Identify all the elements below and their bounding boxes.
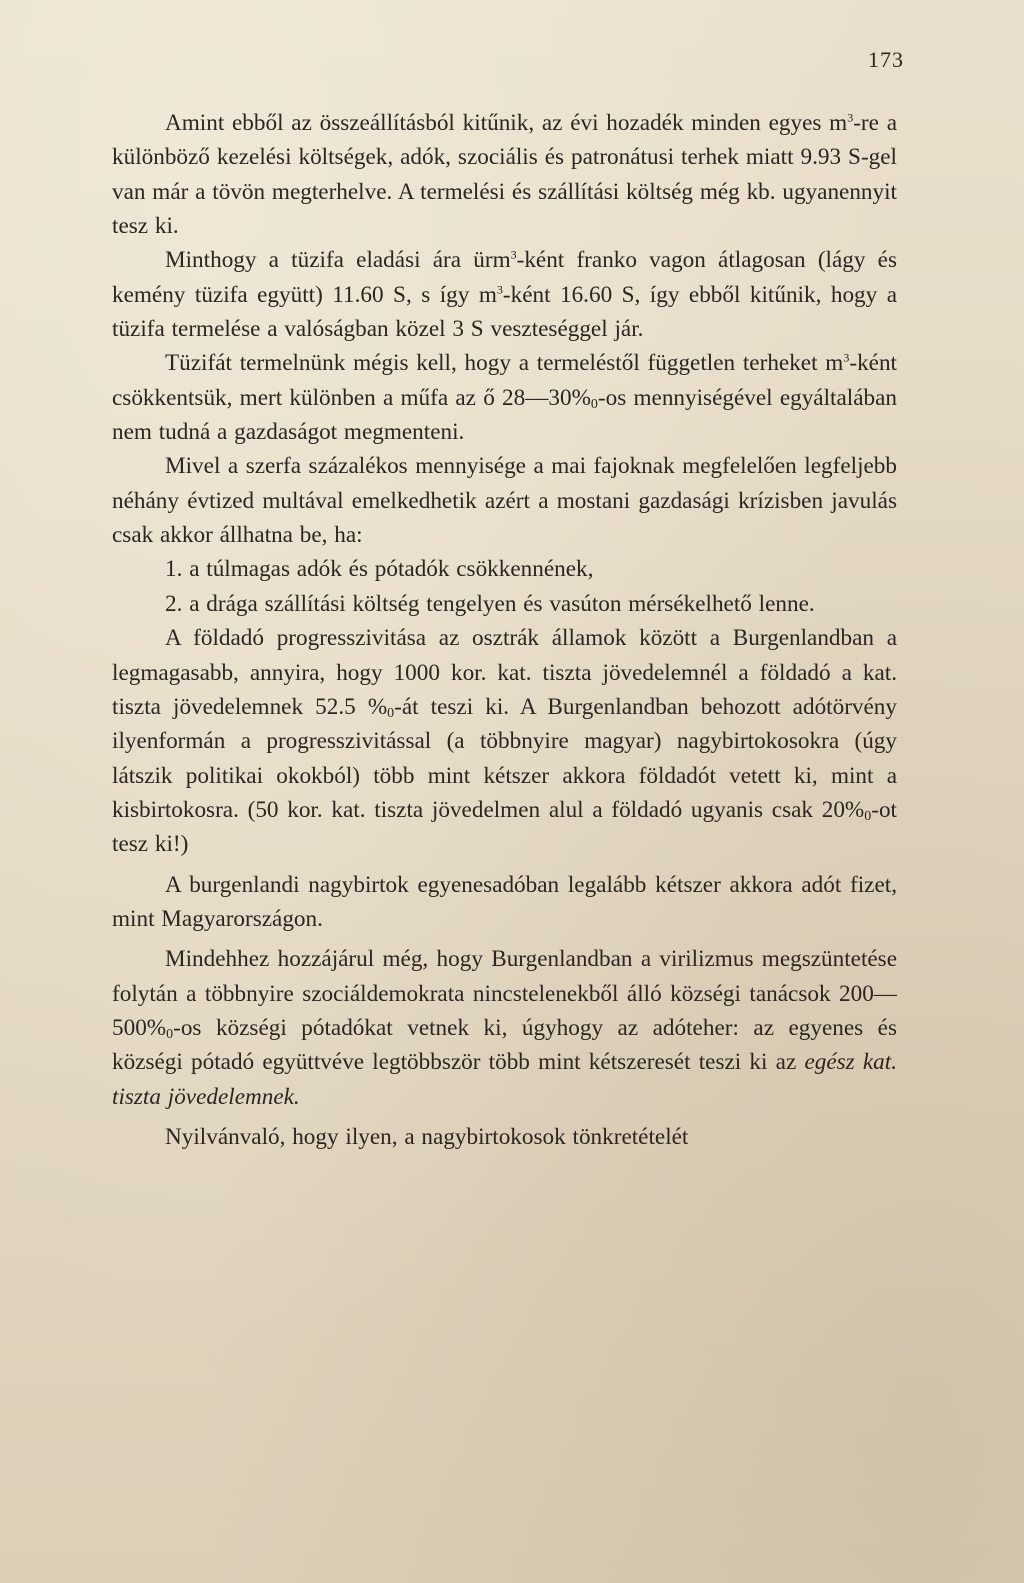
text-segment: -re a különböző kezelési költségek, adók, szociális és patronátusi terhek miatt 9.93 S-gel van már a tövön megterhelve. A termelési és szállítási költség még kb. ugyanennyit tesz ki. — [112, 110, 897, 240]
superscript: 3 — [847, 110, 854, 125]
subscript: 0 — [590, 396, 598, 412]
superscript: 3 — [510, 247, 517, 262]
text-segment: -ként 16.60 S, így ebből kitűnik, hogy a tüzifa termelése a valóságban közel 3 S veszteséggel jár. — [112, 281, 897, 343]
paragraph-4 — [112, 449, 897, 552]
paragraph-7 — [112, 621, 897, 861]
paragraph-3 — [112, 346, 897, 449]
text-segment: Amint ebből az összeállításból kitűnik, az évi hozadék minden egyes m — [165, 110, 848, 136]
text-segment: -ként franko vagon átlagosan (lágy és kemény tüzifa együtt) 11.60 S, s így m — [112, 247, 897, 308]
text-segment: 1. a túlmagas adók és pótadók csökkennének, — [165, 556, 594, 583]
paragraph-1 — [112, 106, 897, 243]
page-number: 173 — [868, 47, 904, 72]
text-segment: -os községi pótadókat vetnek ki, úgyhogy az adóteher: az egyenes és községi pótadó együttvéve legtöbbször több mint kétszeresét teszi ki az — [112, 1014, 897, 1076]
text-segment: A burgenlandi nagybirtok egyenesadóban legalább kétszer akkora adót fizet, mint Magyarországon. — [112, 871, 897, 932]
text-segment: egész kat. tiszta jövedelemnek. — [112, 1049, 897, 1110]
text-segment: -os mennyiségével egyáltalában nem tudná a gazdaságot megmenteni. — [112, 384, 897, 446]
superscript: 3 — [843, 350, 850, 365]
superscript: 3 — [496, 281, 503, 296]
subscript: 0 — [864, 808, 872, 824]
text-segment: Minthogy a tüzifa eladási ára ürm — [165, 247, 511, 274]
paragraph-10 — [112, 1120, 897, 1154]
subscript: 0 — [387, 705, 395, 721]
paragraph-8 — [112, 868, 897, 937]
paragraph-2 — [112, 243, 897, 346]
text-segment: 2. a drága szállítási költség tengelyen és vasúton mérsékelhető lenne. — [165, 590, 815, 617]
paragraph-6 — [112, 587, 897, 621]
subscript: 0 — [166, 1026, 174, 1042]
paragraph-5 — [112, 552, 897, 586]
text-segment: Mivel a szerfa százalékos mennyisége a mai fajoknak megfelelően legfeljebb néhány évtized multával emelkedhetik azért a mostani gazdasági krízisben javulás csak akkor állhatna be, ha: — [112, 453, 897, 549]
text-segment: Nyilvánvaló, hogy ilyen, a nagybirtokosok tönkretételét — [165, 1123, 689, 1150]
text-segment: -át teszi ki. A Burgenlandban behozott adótörvény ilyenformán a progresszivitással (a többnyire magyar) nagybirtokosokra (úgy látszik politikai okokból) több mint kétszer akkora földadót vetett ki, mint a kisbirtokosra. (50 kor. kat. tiszta jövedelmen alul a földadó ugyanis csak 20% — [112, 693, 897, 823]
text-segment: -ot tesz ki!) — [112, 796, 897, 858]
text-segment: Tüzifát termelnünk mégis kell, hogy a termeléstől független terheket m — [165, 350, 844, 377]
text-segment: Mindehhez hozzájárul még, hogy Burgenlandban a virilizmus megszüntetése folytán a többnyire szociáldemokrata nincstelenekből álló községi tanácsok 200—500% — [112, 946, 897, 1041]
paragraph-9 — [112, 942, 897, 1114]
body-text — [112, 106, 897, 1154]
text-segment: -ként csökkentsük, mert különben a műfa az ő 28—30% — [112, 350, 897, 411]
text-segment: A földadó progresszivitása az osztrák államok között a Burgenlandban a legmagasabb, annyira, hogy 1000 kor. kat. tiszta jövedelemnél a földadó a kat. tiszta jövedelemnek 52.5 % — [112, 625, 897, 720]
